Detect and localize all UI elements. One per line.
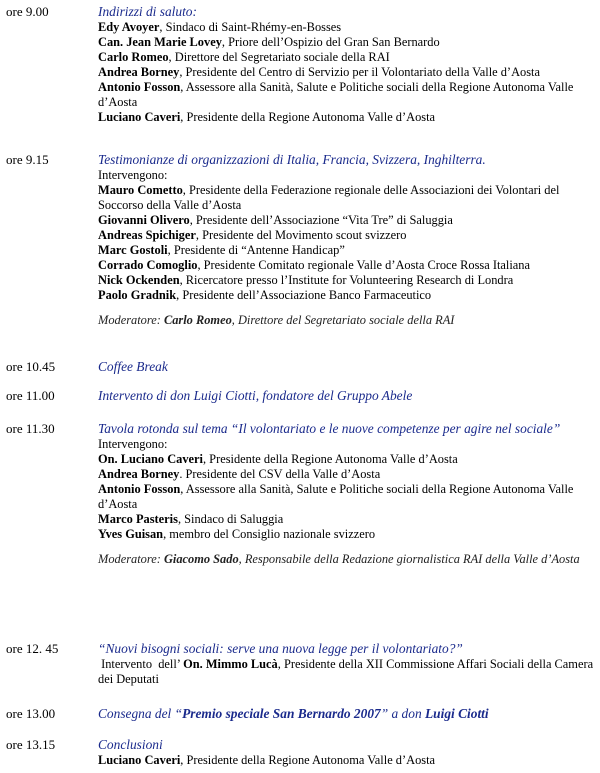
speaker-role: , Assessore alla Sanità, Salute e Politiche sociali della Regione Autonoma Valle d’Aosta [98,80,574,109]
session-time: ore 12. 45 [6,641,59,656]
recipient-name: Luigi Ciotti [425,706,489,721]
moderator-label: Moderatore: [98,552,164,566]
speaker-name: Mauro Cometto [98,183,183,197]
session-body [98,421,594,567]
speaker-role: , Sindaco di Saluggia [177,512,284,526]
speaker-intro: Intervento dell’ [98,657,184,671]
speaker-role: , Presidente Comitato regionale Valle d’Aosta Croce Rossa Italiana [197,258,530,272]
moderator-role: , Responsabile della Redazione giornalistica RAI della Valle d’Aosta [238,552,580,566]
speaker-role: , Presidente del Centro di Servizio per il Volontariato della Valle d’Aosta [179,65,540,79]
session-body [98,737,594,768]
session-body [98,359,594,375]
speaker-role: , Presidente del Movimento scout svizzero [195,228,407,242]
speaker-role: . Presidente del CSV della Valle d’Aosta [179,467,381,481]
speaker-line [98,65,594,80]
moderator-label: Moderatore: [98,313,164,327]
speaker-line [98,213,594,228]
session-body [98,641,594,687]
speaker-name: Paolo Gradnik [98,288,177,302]
speaker-line [98,657,594,687]
moderator-name: Giacomo Sado [163,552,239,566]
speaker-line [98,35,594,50]
speaker-name: Andrea Borney [98,65,180,79]
speaker-role: , Presidente della Regione Autonoma Valle d’Aosta [202,452,458,466]
moderator-role: , Direttore del Segretariato sociale della RAI [231,313,455,327]
speaker-name: On. Mimmo Lucà [183,657,278,671]
speaker-line [98,527,594,542]
session-title: Indirizzi di saluto: [98,4,197,19]
moderator-line [98,552,594,567]
session-time: ore 13.15 [6,737,56,752]
session-title: Intervento di don Luigi Ciotti, fondatore del Gruppo Abele [98,388,413,403]
moderator-line [98,313,594,328]
session-body [98,4,594,125]
session-body [98,152,594,328]
speaker-role: , Ricercatore presso l’Institute for Volunteering Research di Londra [179,273,514,287]
speaker-role: , membro del Consiglio nazionale svizzero [163,527,376,541]
speaker-line [98,258,594,273]
speaker-name: Carlo Romeo [98,50,169,64]
speaker-name: Andrea Borney [98,467,180,481]
speaker-role: , Presidente dell’Associazione “Vita Tre” di Saluggia [189,213,453,227]
award-name: Premio speciale San Bernardo 2007 [182,706,381,721]
speaker-name: Edy Avoyer [98,20,160,34]
speaker-role: , Presidente di “Antenne Handicap” [167,243,345,257]
speaker-name: Yves Guisan [98,527,164,541]
session-intro: Intervengono: [98,168,168,182]
speaker-line [98,80,594,110]
session-title: Testimonianze di organizzazioni di Italia, Francia, Svizzera, Inghilterra. [98,152,486,167]
speaker-line [98,288,594,303]
speaker-name: On. Luciano Caveri [98,452,203,466]
speaker-name: Can. Jean Marie Lovey [98,35,222,49]
session-title: “Nuovi bisogni sociali: serve una nuova legge per il volontariato?” [98,641,463,656]
speaker-line [98,110,594,125]
speaker-role: , Presidente della Federazione regionale delle Associazioni dei Volontari del Soccorso della Valle d’Aosta [98,183,560,212]
speaker-line [98,512,594,527]
speaker-name: Luciano Caveri [98,753,181,767]
speaker-role: , Priore dell’Ospizio del Gran San Bernardo [221,35,440,49]
session-intro: Intervengono: [98,437,168,451]
speaker-name: Luciano Caveri [98,110,181,124]
speaker-name: Andreas Spichiger [98,228,196,242]
speaker-role: , Presidente della XII Commissione Affari Sociali della Camera dei Deputati [98,657,594,686]
speaker-role: , Sindaco di Saint-Rhémy-en-Bosses [159,20,342,34]
session-title: Conclusioni [98,737,163,752]
speaker-name: Marco Pasteris [98,512,178,526]
speaker-role: , Direttore del Segretariato sociale della RAI [168,50,390,64]
session-time: ore 9.15 [6,152,49,167]
session-time: ore 11.30 [6,421,55,436]
session-title: Tavola rotonda sul tema “Il volontariato e le nuove competenze per agire nel sociale” [98,421,561,436]
title-part: Consegna del “ [98,706,183,721]
speaker-name: Nick Ockenden [98,273,180,287]
title-part: ” a don [380,706,425,721]
speaker-name: Giovanni Olivero [98,213,190,227]
speaker-line [98,273,594,288]
speaker-line [98,228,594,243]
speaker-role: , Presidente dell’Associazione Banco Farmaceutico [176,288,432,302]
speaker-line [98,753,594,768]
session-time: ore 9.00 [6,4,49,19]
speaker-name: Antonio Fosson [98,482,181,496]
speaker-role: , Assessore alla Sanità, Salute e Politiche sociali della Regione Autonoma Valle d’Aosta [98,482,574,511]
speaker-line [98,20,594,35]
speaker-role: , Presidente della Regione Autonoma Valle d’Aosta [180,753,436,767]
speaker-name: Antonio Fosson [98,80,181,94]
speaker-line [98,50,594,65]
session-body [98,388,594,404]
speaker-line [98,482,594,512]
session-time: ore 13.00 [6,706,56,721]
session-body [98,706,594,722]
speaker-role: , Presidente della Regione Autonoma Valle d’Aosta [180,110,436,124]
speaker-line [98,452,594,467]
session-time: ore 11.00 [6,388,55,403]
session-time: ore 10.45 [6,359,56,374]
speaker-line [98,467,594,482]
speaker-line [98,243,594,258]
speaker-line [98,183,594,213]
session-title: Coffee Break [98,359,168,374]
session-title [98,706,594,722]
moderator-name: Carlo Romeo [163,313,232,327]
speaker-name: Marc Gostoli [98,243,168,257]
speaker-name: Corrado Comoglio [98,258,198,272]
